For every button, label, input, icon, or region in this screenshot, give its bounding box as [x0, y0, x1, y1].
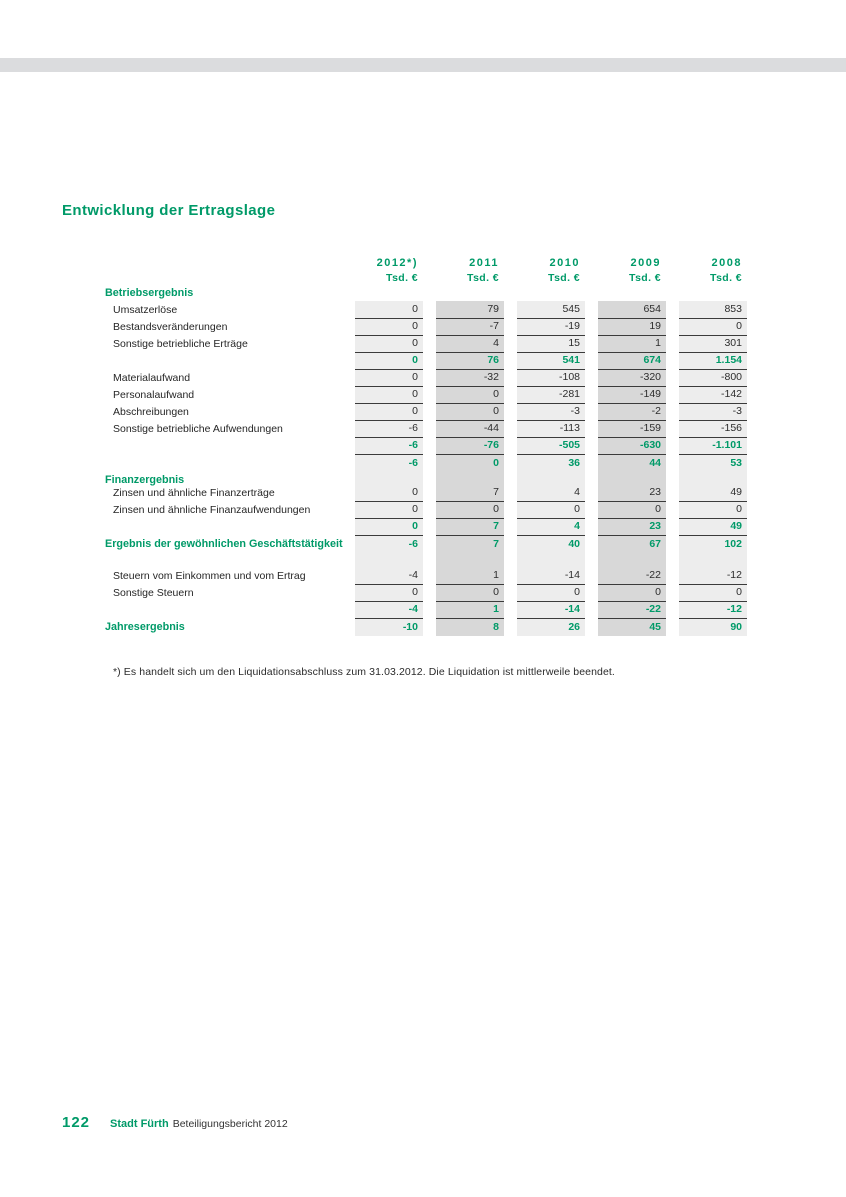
column-header-year: 2011 — [469, 257, 499, 269]
value-cell: 0 — [436, 502, 504, 519]
value-cell: -1.101 — [679, 438, 747, 455]
value-cell: -4 — [355, 602, 423, 619]
page-title: Entwicklung der Ertragslage — [62, 202, 276, 219]
value-cell: 53 — [730, 457, 742, 469]
footer-brand: Stadt Fürth — [110, 1118, 169, 1130]
table-row — [105, 285, 747, 302]
value-cell: -6 — [408, 457, 418, 469]
value-cell: -7 — [436, 319, 504, 336]
value-cell: 49 — [679, 519, 747, 536]
value-cell: 0 — [355, 336, 423, 353]
row-label — [105, 519, 342, 536]
table-row — [105, 387, 747, 404]
value-cell: 0 — [679, 585, 747, 602]
column-header-unit: Tsd. € — [710, 272, 742, 284]
column-header — [517, 255, 585, 289]
value-cell: -19 — [517, 319, 585, 336]
value-cell: 7 — [436, 485, 504, 502]
value-cell: 0 — [436, 387, 504, 404]
column-header-year: 2009 — [630, 257, 661, 269]
value-cell: -108 — [517, 370, 585, 387]
row-label — [105, 438, 342, 455]
table-row — [105, 455, 747, 472]
value-cell: 0 — [679, 319, 747, 336]
table-row — [105, 421, 747, 438]
value-cell: 40 — [568, 538, 580, 550]
row-label: Zinsen und ähnliche Finanzerträge — [113, 487, 275, 499]
value-cell: 1 — [598, 336, 666, 353]
row-label — [105, 353, 342, 370]
value-cell: 1.154 — [679, 353, 747, 370]
row-label: Umsatzerlöse — [113, 304, 178, 316]
row-label: Jahresergebnis — [105, 621, 185, 633]
value-cell: 674 — [598, 353, 666, 370]
column-header — [598, 255, 666, 289]
value-cell: 0 — [355, 302, 423, 319]
column-header — [679, 255, 747, 289]
table-row — [105, 438, 747, 455]
value-cell: -3 — [679, 404, 747, 421]
row-label: Abschreibungen — [113, 406, 189, 418]
row-label: Sonstige betriebliche Erträge — [113, 338, 248, 350]
income-statement-table — [105, 285, 747, 636]
value-cell: 0 — [517, 502, 585, 519]
value-cell: 0 — [355, 585, 423, 602]
value-cell: 7 — [436, 519, 504, 536]
value-cell: -22 — [598, 568, 666, 585]
value-cell: -281 — [517, 387, 585, 404]
column-header-unit: Tsd. € — [548, 272, 580, 284]
value-cell: 0 — [355, 502, 423, 519]
top-gray-bar — [0, 58, 846, 72]
value-cell: -44 — [436, 421, 504, 438]
value-cell: 0 — [355, 387, 423, 404]
footer-report-title: Beteiligungsbericht 2012 — [172, 1118, 288, 1130]
value-cell: -159 — [598, 421, 666, 438]
value-cell: 90 — [730, 621, 742, 633]
table-row — [105, 619, 747, 636]
table-row — [105, 568, 747, 585]
value-cell: -10 — [402, 621, 418, 633]
row-label — [105, 602, 342, 619]
table-row — [105, 585, 747, 602]
value-cell: 0 — [355, 485, 423, 502]
value-cell: 0 — [517, 585, 585, 602]
column-header — [436, 255, 504, 289]
table-row — [105, 302, 747, 319]
row-label — [105, 553, 342, 568]
value-cell: -6 — [408, 538, 418, 550]
value-cell: -630 — [598, 438, 666, 455]
value-cell: -32 — [436, 370, 504, 387]
value-cell: 45 — [649, 621, 661, 633]
value-cell: 67 — [649, 538, 661, 550]
value-cell: 1 — [436, 568, 504, 585]
table-row — [105, 553, 747, 568]
value-cell: 44 — [649, 457, 661, 469]
value-cell: -14 — [517, 568, 585, 585]
row-label: Sonstige betriebliche Aufwendungen — [113, 423, 283, 435]
value-cell: 79 — [436, 302, 504, 319]
value-cell: -12 — [679, 568, 747, 585]
value-cell: 49 — [679, 485, 747, 502]
value-cell: 301 — [679, 336, 747, 353]
value-cell: -800 — [679, 370, 747, 387]
value-cell: 26 — [568, 621, 580, 633]
column-header-year: 2012*) — [376, 257, 418, 269]
column-header — [355, 255, 423, 289]
table-row — [105, 353, 747, 370]
value-cell: 0 — [355, 370, 423, 387]
table-row — [105, 404, 747, 421]
value-cell: 0 — [598, 585, 666, 602]
value-cell: -3 — [517, 404, 585, 421]
value-cell: -22 — [598, 602, 666, 619]
value-cell: -320 — [598, 370, 666, 387]
column-header-year: 2008 — [711, 257, 742, 269]
value-cell: -505 — [517, 438, 585, 455]
value-cell: 541 — [517, 353, 585, 370]
value-cell: 7 — [493, 538, 499, 550]
value-cell: -6 — [355, 438, 423, 455]
table-row — [105, 370, 747, 387]
value-cell: 23 — [598, 485, 666, 502]
value-cell: 19 — [598, 319, 666, 336]
table-row — [105, 536, 747, 553]
value-cell: 654 — [598, 302, 666, 319]
value-cell: 0 — [355, 404, 423, 421]
page-footer — [62, 1114, 288, 1131]
value-cell: 0 — [598, 502, 666, 519]
value-cell: 76 — [436, 353, 504, 370]
value-cell: -76 — [436, 438, 504, 455]
column-header-unit: Tsd. € — [629, 272, 661, 284]
page-number: 122 — [62, 1114, 91, 1131]
value-cell: 4 — [436, 336, 504, 353]
value-cell: 1 — [436, 602, 504, 619]
table-column-headers — [105, 255, 747, 289]
value-cell: -6 — [355, 421, 423, 438]
value-cell: -156 — [679, 421, 747, 438]
value-cell: 4 — [517, 485, 585, 502]
value-cell: 0 — [493, 457, 499, 469]
value-cell: 0 — [355, 353, 423, 370]
value-cell: 0 — [679, 502, 747, 519]
table-row — [105, 472, 747, 485]
value-cell: -2 — [598, 404, 666, 421]
table-row — [105, 602, 747, 619]
column-header-year: 2010 — [549, 257, 580, 269]
value-cell: -12 — [679, 602, 747, 619]
row-label: Finanzergebnis — [105, 474, 185, 486]
footnote: *) Es handelt sich um den Liquidationsabschluss zum 31.03.2012. Die Liquidation ist mittlerweile beendet. — [113, 666, 615, 678]
table-row — [105, 319, 747, 336]
row-label: Betriebsergebnis — [105, 287, 194, 299]
row-label: Sonstige Steuern — [113, 587, 194, 599]
row-label: Ergebnis der gewöhnlichen Geschäftstätigkeit — [105, 538, 343, 550]
row-label: Personalaufwand — [113, 389, 195, 401]
table-row — [105, 519, 747, 536]
value-cell: 0 — [436, 585, 504, 602]
value-cell: 4 — [517, 519, 585, 536]
value-cell: 15 — [517, 336, 585, 353]
value-cell: 0 — [355, 519, 423, 536]
row-label: Materialaufwand — [113, 372, 191, 384]
value-cell: 36 — [568, 457, 580, 469]
value-cell: -4 — [355, 568, 423, 585]
table-row — [105, 502, 747, 519]
column-header-unit: Tsd. € — [467, 272, 499, 284]
row-label: Zinsen und ähnliche Finanzaufwendungen — [113, 504, 311, 516]
value-cell: -142 — [679, 387, 747, 404]
value-cell: 0 — [436, 404, 504, 421]
value-cell: 853 — [679, 302, 747, 319]
value-cell: -149 — [598, 387, 666, 404]
value-cell: 8 — [493, 621, 499, 633]
column-header-unit: Tsd. € — [386, 272, 418, 284]
value-cell: -113 — [517, 421, 585, 438]
value-cell: 545 — [517, 302, 585, 319]
row-label: Bestandsveränderungen — [113, 321, 228, 333]
value-cell: 23 — [598, 519, 666, 536]
row-label: Steuern vom Einkommen und vom Ertrag — [113, 570, 306, 582]
value-cell: -14 — [517, 602, 585, 619]
value-cell: 102 — [724, 538, 742, 550]
value-cell: 0 — [355, 319, 423, 336]
row-label — [105, 455, 342, 472]
table-row — [105, 336, 747, 353]
table-row — [105, 485, 747, 502]
